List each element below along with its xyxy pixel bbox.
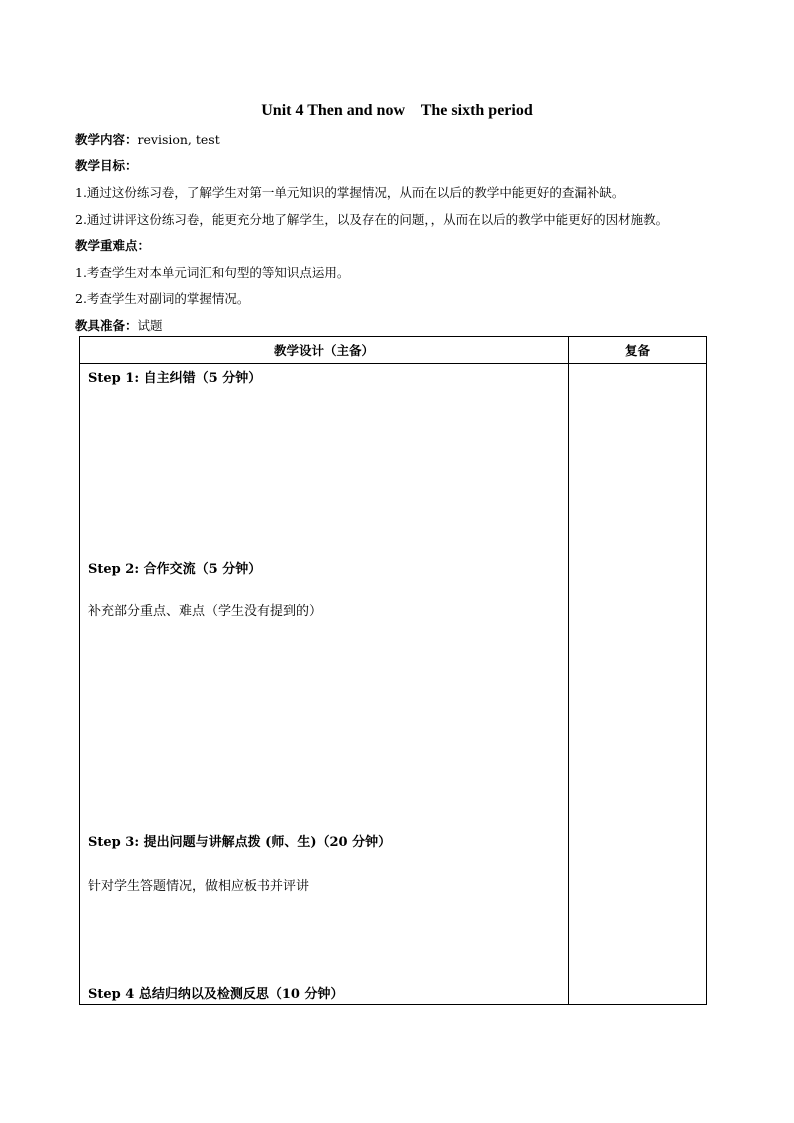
step-3-note: 针对学生答题情况，做相应板书并评讲 [88,879,310,894]
materials-line [75,318,163,334]
header-design: 教学设计（主备） [80,337,569,364]
table-body-row [80,364,707,1005]
goal-item-1: 1.通过这份练习卷，了解学生对第一单元知识的掌握情况，从而在以后的教学中能更好的查漏补缺。 [75,185,625,200]
key-point-item-1: 1.考查学生对本单元词汇和句型的等知识点运用。 [75,265,350,280]
page-title: Unit 4 Then and now The sixth period [261,102,533,119]
design-cell [80,364,569,1005]
key-points-label: 教学重难点： [75,238,151,253]
key-point-item-2: 2.考查学生对副词的掌握情况。 [75,291,250,306]
materials-value: 试题 [137,318,163,333]
step-3-heading: Step 3: 提出问题与讲解点拨 (师、生)（20 分钟） [88,835,392,850]
content-value: revision, test [137,132,220,147]
table-header-row [80,337,707,364]
materials-label: 教具准备： [75,318,138,333]
step-2-heading: Step 2: 合作交流（5 分钟） [88,562,262,577]
goals-label: 教学目标： [75,158,138,173]
content-line [75,132,220,148]
step-4-heading: Step 4 总结归纳以及检测反思（10 分钟） [88,987,344,1002]
step-2-note: 补充部分重点、难点（学生没有提到的） [88,604,323,619]
review-cell [569,364,707,1005]
goal-item-2: 2.通过讲评这份练习卷，能更充分地了解学生，以及存在的问题，，从而在以后的教学中能更好的因材施教。 [75,212,669,227]
header-review: 复备 [569,337,707,364]
lesson-plan-table [79,336,707,1005]
step-1-heading: Step 1: 自主纠错（5 分钟） [88,371,262,386]
content-label: 教学内容： [75,132,138,147]
